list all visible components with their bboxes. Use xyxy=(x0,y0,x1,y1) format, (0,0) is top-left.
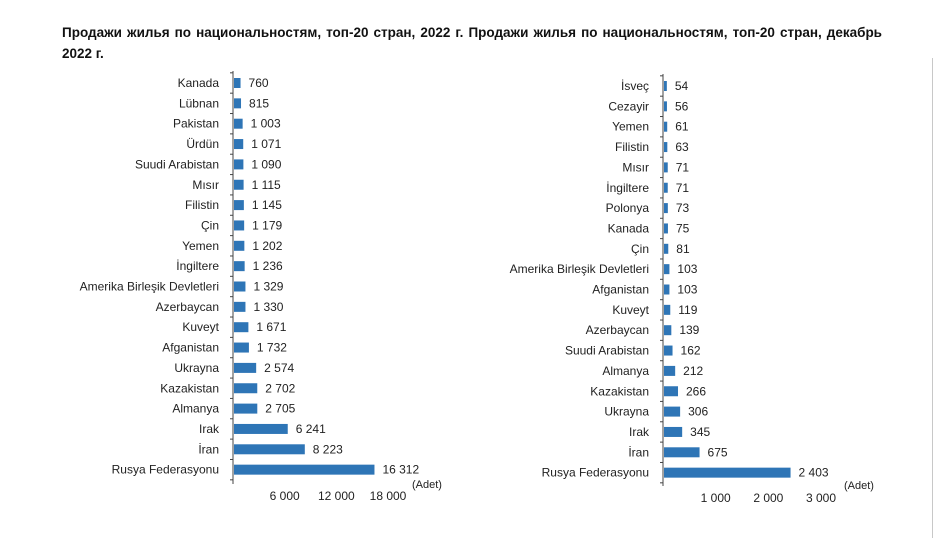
category-label: Amerika Birleşik Devletleri xyxy=(509,262,649,277)
data-label: 1 145 xyxy=(251,198,282,213)
data-label: 1 202 xyxy=(252,238,283,253)
bar xyxy=(664,203,668,213)
category-label: Almanya xyxy=(602,363,649,378)
data-label: 1 329 xyxy=(253,279,284,294)
data-label: 266 xyxy=(686,384,707,399)
data-label: 139 xyxy=(679,323,700,338)
data-label: 2 574 xyxy=(264,360,295,375)
category-label: Almanya xyxy=(172,401,219,416)
x-tick-label: 3 000 xyxy=(805,491,837,505)
data-label: 306 xyxy=(688,404,709,419)
data-label: 162 xyxy=(680,343,701,358)
page-title: Продажи жилья по национальностям, топ-20 стран, 2022 г. Продажи жилья по национальностям, топ-20 стран, декабрь 2022 г. xyxy=(62,25,882,61)
data-label: 71 xyxy=(675,180,690,195)
data-label: 1 236 xyxy=(252,259,283,274)
data-label: 103 xyxy=(677,262,698,277)
category-label: Kazakistan xyxy=(590,384,649,399)
bar xyxy=(664,407,680,417)
category-label: Pakistan xyxy=(172,116,219,131)
bar xyxy=(664,101,667,111)
data-label: 1 115 xyxy=(251,177,281,192)
bar xyxy=(664,223,668,233)
bar xyxy=(664,162,668,172)
category-label: Kazakistan xyxy=(160,381,219,396)
category-label: Azerbaycan xyxy=(155,299,219,314)
category-label: Çin xyxy=(200,218,219,233)
x-tick-label: 18 000 xyxy=(369,489,407,503)
category-label: Filistin xyxy=(614,140,649,155)
data-label: 1 090 xyxy=(251,157,282,172)
category-label: Çin xyxy=(630,241,649,256)
category-label: Kanada xyxy=(177,76,219,90)
data-label: 1 071 xyxy=(251,137,282,152)
category-label: Yemen xyxy=(612,119,649,134)
category-label: İngiltere xyxy=(176,259,219,274)
category-label: Suudi Arabistan xyxy=(134,157,219,172)
category-label: İran xyxy=(198,442,219,457)
data-label: 212 xyxy=(683,363,704,378)
x-tick-label: 1 000 xyxy=(700,491,731,505)
bar xyxy=(664,366,675,376)
category-label: Mısır xyxy=(622,160,649,175)
category-label: Suudi Arabistan xyxy=(564,343,649,358)
bar xyxy=(664,305,670,315)
category-label: Afganistan xyxy=(592,282,649,297)
bar xyxy=(664,447,700,457)
category-label: Cezayir xyxy=(608,99,649,114)
category-label: Azerbaycan xyxy=(585,323,649,338)
data-label: 54 xyxy=(674,79,689,93)
data-label: 75 xyxy=(675,221,690,236)
data-label: 73 xyxy=(675,201,690,216)
bar xyxy=(664,122,667,132)
bar xyxy=(664,264,669,274)
data-label: 2 702 xyxy=(265,381,296,396)
data-label: 1 179 xyxy=(252,218,283,233)
data-label: 61 xyxy=(675,119,689,134)
category-label: Ukrayna xyxy=(174,360,219,375)
category-label: Rusya Federasyonu xyxy=(111,462,219,477)
data-label: 103 xyxy=(677,282,698,297)
x-tick-label: 6 000 xyxy=(269,489,300,503)
category-label: Irak xyxy=(628,424,649,439)
x-tick-label: 2 000 xyxy=(753,491,784,505)
category-label: İran xyxy=(628,445,649,460)
data-label: 760 xyxy=(248,76,269,90)
bar xyxy=(664,183,668,193)
data-label: 1 330 xyxy=(253,299,284,314)
bar xyxy=(664,325,671,335)
category-label: Mısır xyxy=(192,177,219,192)
category-label: Rusya Federasyonu xyxy=(541,465,649,480)
data-label: 8 223 xyxy=(312,442,343,457)
data-label: 71 xyxy=(675,160,690,175)
data-label: 345 xyxy=(690,424,711,439)
bar xyxy=(664,285,669,295)
category-label: Kuveyt xyxy=(182,320,219,335)
category-label: Lübnan xyxy=(178,96,219,111)
category-label: Kanada xyxy=(607,221,649,236)
bar xyxy=(664,142,667,152)
x-tick-label: 12 000 xyxy=(317,489,355,503)
data-label: 675 xyxy=(707,445,728,460)
category-label: Afganistan xyxy=(162,340,219,355)
data-label: 2 705 xyxy=(265,401,296,416)
category-label: Yemen xyxy=(182,238,219,253)
data-label: 56 xyxy=(674,99,689,114)
category-label: Ukrayna xyxy=(604,404,649,419)
data-label: 2 403 xyxy=(798,465,829,480)
data-label: 815 xyxy=(249,96,270,111)
data-label: 119 xyxy=(678,302,698,317)
category-label: Polonya xyxy=(605,201,649,216)
data-label: 1 732 xyxy=(256,340,287,355)
bar xyxy=(664,386,678,396)
data-label: 16 312 xyxy=(382,462,420,477)
unit-label: (Adet) xyxy=(844,480,874,492)
category-label: İngiltere xyxy=(606,180,649,195)
bar xyxy=(664,427,682,437)
bar xyxy=(664,468,791,478)
bar xyxy=(664,244,668,254)
data-label: 81 xyxy=(676,241,690,256)
data-label: 1 671 xyxy=(256,320,287,335)
data-label: 6 241 xyxy=(295,421,326,436)
category-label: İsveç xyxy=(620,79,649,93)
bar xyxy=(664,81,667,91)
data-label: 63 xyxy=(675,140,689,155)
unit-label: (Adet) xyxy=(412,479,442,491)
bar xyxy=(664,346,673,356)
category-label: Filistin xyxy=(184,198,219,213)
category-label: Irak xyxy=(198,421,219,436)
category-label: Ürdün xyxy=(186,137,219,152)
category-label: Amerika Birleşik Devletleri xyxy=(79,279,219,294)
data-label: 1 003 xyxy=(250,116,281,131)
category-label: Kuveyt xyxy=(612,302,649,317)
